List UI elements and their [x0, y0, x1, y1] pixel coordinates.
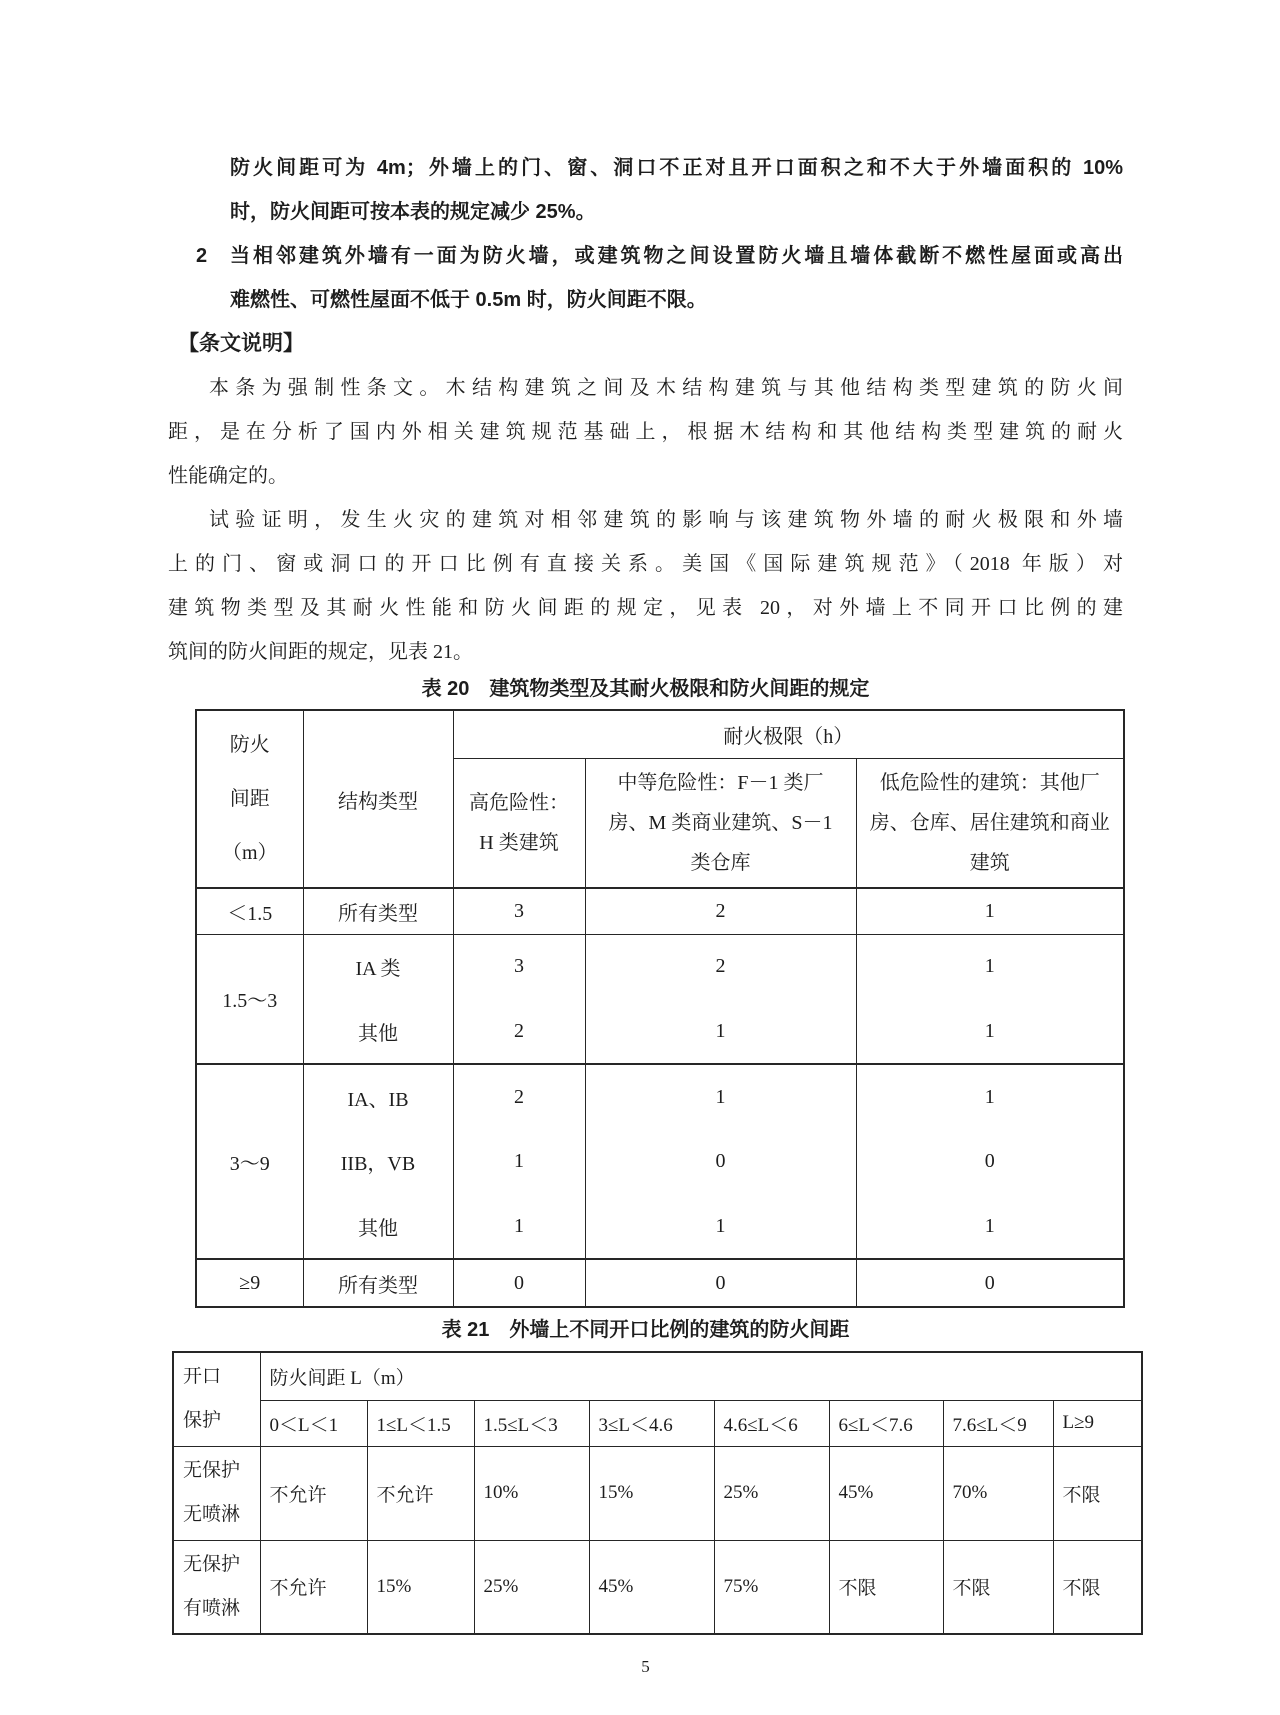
t20-cell-value: 3 [453, 934, 585, 999]
t21-cell-value: 25% [714, 1446, 829, 1540]
t20-header-structure: 结构类型 [303, 710, 453, 888]
t21-cell-value: 45% [589, 1540, 714, 1634]
t20-cell-value: 1 [856, 999, 1124, 1064]
t21-cell-value: 不允许 [260, 1446, 367, 1540]
list-item-number: 2 [196, 245, 208, 267]
paragraph-line: 距，是在分析了国内外相关建筑规范基础上，根据木结构和其他结构类型建筑的耐火 [168, 421, 1123, 443]
t20-cell-value: 1 [856, 888, 1124, 934]
t20-cell-value: 0 [856, 1259, 1124, 1307]
t20-header-distance-line: 间距 [229, 788, 270, 810]
t20-cell-structure: 所有类型 [303, 888, 453, 934]
explanation-paragraph-1 [168, 366, 1123, 498]
t20-cell-value: 1 [856, 1064, 1124, 1129]
t21-row-label-line: 无保护 [183, 1460, 241, 1481]
provision-item2 [168, 234, 1123, 322]
t21-cell-value: 15% [589, 1446, 714, 1540]
t20-cell-distance: ≥9 [196, 1259, 303, 1307]
t21-cell-value: 不允许 [260, 1540, 367, 1634]
paragraph-line: 筑间的防火间距的规定，见表 21。 [168, 641, 473, 663]
t20-header-medium: 中等危险性：F－1 类厂房、M 类商业建筑、S－1 类仓库 [585, 758, 856, 888]
t21-header-opening-line: 保护 [183, 1410, 222, 1432]
t21-cell-value: 70% [943, 1446, 1053, 1540]
t20-cell-structure: 所有类型 [303, 1259, 453, 1307]
t20-cell-value: 0 [585, 1259, 856, 1307]
table20-caption: 表 20 建筑物类型及其耐火极限和防火间距的规定 [421, 678, 870, 700]
t20-cell-value: 1 [453, 1194, 585, 1259]
t21-header-range: L≥9 [1053, 1400, 1142, 1446]
t21-cell-value: 25% [474, 1540, 589, 1634]
t21-header-range: 7.6≤L＜9 [943, 1400, 1053, 1446]
provision-text-line: 时，防火间距可按本表的规定减少 25%。 [230, 201, 596, 223]
t20-cell-value: 1 [856, 1194, 1124, 1259]
t21-header-distance-label: 防火间距 L（m） [260, 1352, 1142, 1400]
t20-header-high: 高危险性： H 类建筑 [453, 758, 585, 888]
t21-row-label [173, 1540, 260, 1634]
t21-header-range: 6≤L＜7.6 [829, 1400, 943, 1446]
t21-cell-value: 75% [714, 1540, 829, 1634]
t20-cell-value: 1 [585, 999, 856, 1064]
t20-header-distance [196, 710, 303, 888]
t21-row-label-line: 有喷淋 [183, 1597, 241, 1619]
t21-header-range: 0＜L＜1 [260, 1400, 367, 1446]
paragraph-line: 建筑物类型及其耐火性能和防火间距的规定，见表 20，对外墙上不同开口比例的建 [168, 597, 1123, 619]
t20-cell-value: 2 [585, 888, 856, 934]
section-header-explanation: 【条文说明】 [178, 332, 304, 355]
t21-header-range: 1.5≤L＜3 [474, 1400, 589, 1446]
t21-cell-value: 45% [829, 1446, 943, 1540]
provision-text-line: 难燃性、可燃性屋面不低于 0.5m 时，防火间距不限。 [230, 289, 707, 311]
t20-cell-distance: 3～9 [196, 1064, 303, 1259]
t20-cell-value: 1 [585, 1194, 856, 1259]
table20 [195, 709, 1125, 1308]
t21-cell-value: 15% [367, 1540, 474, 1634]
paragraph-line: 性能确定的。 [168, 465, 288, 487]
t21-header-range: 4.6≤L＜6 [714, 1400, 829, 1446]
paragraph-line: 本条为强制性条文。木结构建筑之间及木结构建筑与其他结构类型建筑的防火间 [209, 377, 1123, 399]
t21-row-label-line: 无保护 [183, 1553, 241, 1575]
t20-cell-value: 2 [453, 999, 585, 1064]
t20-header-distance-line: 防火 [229, 734, 270, 756]
t20-cell-value: 1 [453, 1129, 585, 1194]
t20-cell-distance: 1.5～3 [196, 934, 303, 1064]
t21-row-label-line: 无喷淋 [183, 1504, 241, 1525]
t21-row-label [173, 1446, 260, 1540]
t20-cell-structure: 其他 [303, 1194, 453, 1259]
t21-cell-value: 不限 [1053, 1446, 1142, 1540]
provision-item1 [230, 146, 1123, 234]
t20-cell-value: 2 [453, 1064, 585, 1129]
t20-cell-structure: 其他 [303, 999, 453, 1064]
t20-header-low: 低危险性的建筑：其他厂房、仓库、居住建筑和商业建筑 [856, 758, 1124, 888]
table21-caption: 表 21 外墙上不同开口比例的建筑的防火间距 [441, 1319, 850, 1341]
t21-cell-value: 10% [474, 1446, 589, 1540]
t20-cell-value: 0 [453, 1259, 585, 1307]
t20-cell-structure: IA 类 [303, 934, 453, 999]
t20-header-fire-limit: 耐火极限（h） [453, 710, 1124, 758]
paragraph-line: 上的门、窗或洞口的开口比例有直接关系。美国《国际建筑规范》（2018 年版）对 [168, 553, 1123, 575]
paragraph-line: 试验证明，发生火灾的建筑对相邻建筑的影响与该建筑物外墙的耐火极限和外墙 [209, 509, 1123, 531]
provision-text-line: 当相邻建筑外墙有一面为防火墙，或建筑物之间设置防火墙且墙体截断不燃性屋面或高出 [230, 245, 1123, 267]
t21-header-opening-protection [173, 1352, 260, 1446]
t21-cell-value: 不限 [943, 1540, 1053, 1634]
t20-cell-value: 0 [856, 1129, 1124, 1194]
t20-header-distance-line: （m） [221, 842, 278, 864]
t21-header-range: 1≤L＜1.5 [367, 1400, 474, 1446]
t21-header-opening-line: 开口 [183, 1366, 222, 1388]
t20-cell-value: 1 [585, 1064, 856, 1129]
t21-cell-value: 不限 [829, 1540, 943, 1634]
t21-cell-value: 不限 [1053, 1540, 1142, 1634]
t20-cell-value: 2 [585, 934, 856, 999]
t20-cell-value: 1 [856, 934, 1124, 999]
provision-text-line: 防火间距可为 4m；外墙上的门、窗、洞口不正对且开口面积之和不大于外墙面积的 10% [230, 157, 1123, 179]
t20-cell-distance: ＜1.5 [196, 888, 303, 934]
t20-cell-value: 0 [585, 1129, 856, 1194]
t20-cell-structure: IIB，VB [303, 1129, 453, 1194]
t21-header-range: 3≤L＜4.6 [589, 1400, 714, 1446]
t21-cell-value: 不允许 [367, 1446, 474, 1540]
table21 [172, 1351, 1143, 1635]
t20-cell-structure: IA、IB [303, 1064, 453, 1129]
t20-cell-value: 3 [453, 888, 585, 934]
explanation-paragraph-2 [168, 498, 1123, 674]
page-number: 5 [641, 1657, 650, 1676]
